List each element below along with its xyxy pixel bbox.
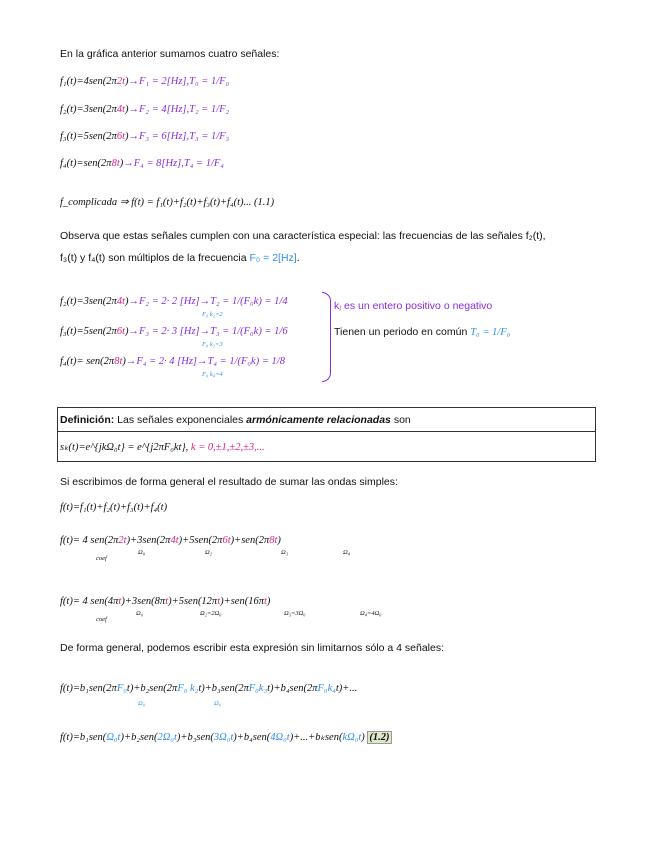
multiple-3: f₃(t)=5sen(2π6t)→F₃ = 2· 3 [Hz]→T₃ = 1/(F₀k) = 1/6 bbox=[60, 326, 288, 337]
definition-formula: sₖ(t)=e^{jkΩ₀t} = e^{j2πF₀kt}, k = 0,±1,±2,±3,... bbox=[60, 442, 265, 453]
general-expanded-1: f(t)= 4 sen(2π2t)+3sen(2π4t)+5sen(2π6t)+sen(2π8t) bbox=[60, 535, 281, 546]
gen1-omega2: Ω₂ bbox=[205, 549, 212, 556]
signal-3: f₃(t)=5sen(2π6t)→F₃ = 6[Hz],T₃ = 1/F₃ bbox=[60, 131, 230, 142]
gen1-omega4: Ω₄ bbox=[343, 549, 350, 556]
signal-2: f₂(t)=3sen(2π4t)→F₂ = 4[Hz],T₂ = 1/F₂ bbox=[60, 104, 230, 115]
equation-1-1: f_complicada ⇒ f(t) = f₁(t)+f₂(t)+f₃(t)+f₄(t)... (1.1) bbox=[60, 197, 275, 208]
multiple-3-sub: F₀ k₃=3 bbox=[202, 341, 223, 348]
signal-4: f₄(t)=sen(2π8t)→F₄ = 8[Hz],T₄ = 1/F₄ bbox=[60, 158, 224, 169]
observation-line-1: Observa que estas señales cumplen con una característica especial: las frecuencias de las señales f₂(t), bbox=[60, 230, 546, 242]
gen2-omega2: Ω₂=2Ω₀ bbox=[200, 610, 222, 617]
multiple-4: f₄(t)= sen(2π8t)→F₄ = 2· 4 [Hz]→T₄ = 1/(F₀k) = 1/8 bbox=[60, 356, 285, 367]
gen2-omega3: Ω₃=3Ω₀ bbox=[284, 610, 306, 617]
definition-text: Definición: Las señales exponenciales armónicamente relacionadas son bbox=[60, 414, 411, 426]
kj-note: kⱼ es un entero positivo o negativo bbox=[334, 300, 493, 312]
definition-separator bbox=[57, 431, 596, 432]
multiple-2-sub: F₀ k₂=2 bbox=[202, 311, 223, 318]
multiple-4-sub: F₀ k₄=4 bbox=[202, 371, 223, 378]
general-intro-2: De forma general, podemos escribir esta expresión sin limitarnos sólo a 4 señales: bbox=[60, 642, 445, 654]
gen1-coef: coef bbox=[96, 555, 107, 562]
gen2-omega4: Ω₄=4Ω₀ bbox=[360, 610, 382, 617]
right-brace bbox=[322, 292, 331, 382]
gen2-omega0: Ω₀ bbox=[136, 610, 143, 617]
general-intro: Si escribimos de forma general el resultado de sumar las ondas simples: bbox=[60, 476, 398, 488]
gen1-omega0: Ω₀ bbox=[138, 549, 145, 556]
equation-1-2: f(t)=b₁sen(Ω₀t)+b₂sen(2Ω₀t)+b₃sen(3Ω₀t)+b₄sen(4Ω₀t)+...+bₖsen(kΩ₀t) (1.2) bbox=[60, 732, 390, 743]
observation-line-2: f₃(t) y f₄(t) son múltiplos de la frecuencia F₀ = 2[Hz]. bbox=[60, 252, 300, 264]
general-expanded-2: f(t)= 4 sen(4πt)+3sen(8πt)+5sen(12πt)+sen(16πt) bbox=[60, 596, 271, 607]
intro-text: En la gráfica anterior sumamos cuatro señales: bbox=[60, 48, 280, 60]
gen1-omega3: Ω₃ bbox=[281, 549, 288, 556]
eqb-omega-2: Ω₀ bbox=[214, 700, 221, 707]
signal-1: f₁(t)=4sen(2π2t)→F₁ = 2[Hz],T₀ = 1/F₀ bbox=[60, 76, 230, 87]
gen2-coef: coef bbox=[96, 616, 107, 623]
equation-b: f(t)=b₁sen(2πF₀t)+b₂sen(2πF₀ k₂t)+b₃sen(2πF₀k₃t)+b₄sen(2πF₀k₄t)+... bbox=[60, 683, 358, 694]
multiple-2: f₂(t)=3sen(2π4t)→F₂ = 2· 2 [Hz]→T₂ = 1/(F₀k) = 1/4 bbox=[60, 296, 288, 307]
eqb-omega-1: Ω₀ bbox=[138, 700, 145, 707]
period-note: Tienen un periodo en común T₀ = 1/F₀ bbox=[334, 326, 511, 338]
equation-tag: (1.2) bbox=[369, 732, 390, 743]
general-sum: f(t)=f₁(t)+f₂(t)+f₃(t)+f₄(t) bbox=[60, 502, 168, 513]
